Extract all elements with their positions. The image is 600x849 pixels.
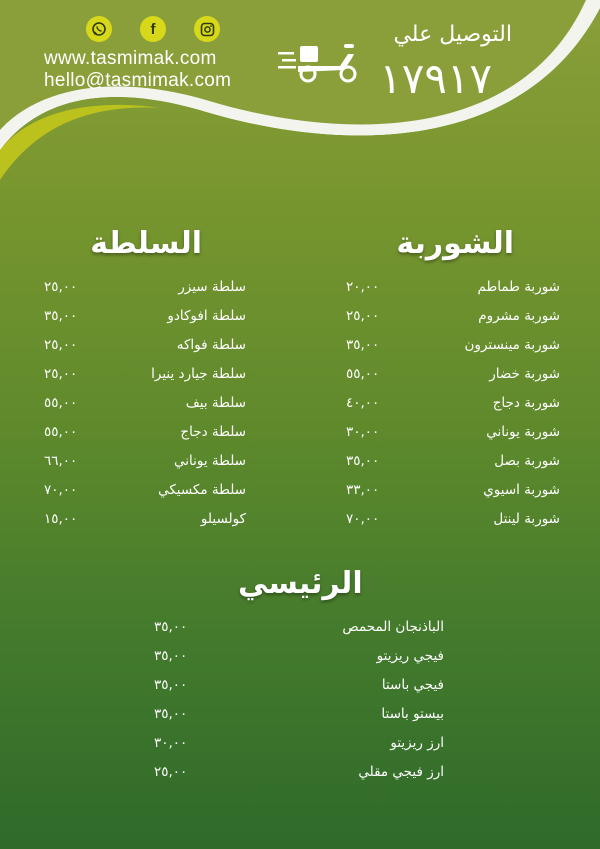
menu-item (346, 482, 560, 511)
item-name: شوربة طماطم (477, 279, 560, 295)
menu-item (44, 279, 246, 308)
item-price: ٧٠,٠٠ (346, 511, 380, 527)
item-name: سلطة سيزر (178, 279, 246, 295)
item-price: ٣٠,٠٠ (154, 735, 188, 751)
item-price: ٥٥,٠٠ (44, 424, 78, 440)
item-price: ٥٥,٠٠ (44, 395, 78, 411)
item-price: ٤٠,٠٠ (346, 395, 380, 411)
item-price: ٢٥,٠٠ (44, 279, 78, 295)
item-name: شوربة يوناني (486, 424, 560, 440)
menu-item (44, 511, 246, 540)
menu-item (154, 677, 444, 706)
item-name: سلطة يوناني (174, 453, 246, 469)
item-name: بيستو باستا (381, 706, 444, 722)
menu-item (346, 366, 560, 395)
item-name: شوربة دجاج (492, 395, 560, 411)
delivery-scooter-icon (278, 38, 370, 84)
facebook-icon[interactable]: f (140, 16, 166, 42)
item-name: شوربة مشروم (478, 308, 560, 324)
email-address[interactable]: hello@tasmimak.com (44, 70, 232, 91)
menu-item (154, 648, 444, 677)
item-name: الباذنجان المحمص (342, 619, 444, 635)
menu-item (346, 395, 560, 424)
item-price: ١٥,٠٠ (44, 511, 78, 527)
item-name: فيجي ريزيتو (376, 648, 444, 664)
item-name: سلطة فواكه (176, 337, 246, 353)
item-name: ارز فيجي مقلي (358, 764, 444, 780)
menu-item (44, 453, 246, 482)
whatsapp-icon[interactable] (86, 16, 112, 42)
item-name: شوربة مينسترون (464, 337, 560, 353)
item-price: ٣٥,٠٠ (346, 453, 380, 469)
menu-item (346, 337, 560, 366)
menu-item (44, 308, 246, 337)
menu-item (44, 482, 246, 511)
item-name: شوربة لينتل (493, 511, 560, 527)
item-price: ٣٥,٠٠ (154, 706, 188, 722)
soup-menu-list (346, 279, 560, 540)
item-name: سلطة جيارد ينيرا (151, 366, 246, 382)
menu-item (154, 764, 444, 793)
item-price: ٣٥,٠٠ (44, 308, 78, 324)
item-name: ارز ريزيتو (390, 735, 444, 751)
social-icons (86, 16, 220, 42)
item-name: شوربة بصل (494, 453, 560, 469)
menu-item (44, 424, 246, 453)
menu-item (346, 308, 560, 337)
main-heading: الرئيسي (238, 566, 363, 601)
instagram-icon[interactable] (194, 16, 220, 42)
item-name: سلطة افوكادو (167, 308, 246, 324)
menu-item (44, 366, 246, 395)
menu-item (44, 395, 246, 424)
item-name: شوربة خضار (489, 366, 560, 382)
salad-menu-list (44, 279, 246, 540)
item-price: ٣٣,٠٠ (346, 482, 380, 498)
item-name: شوربة اسيوي (483, 482, 560, 498)
delivery-phone-number[interactable]: ١٧٩١٧ (379, 54, 492, 103)
item-price: ٣٥,٠٠ (346, 337, 380, 353)
item-price: ٣٠,٠٠ (346, 424, 380, 440)
main-menu-list (154, 619, 444, 793)
item-price: ٣٥,٠٠ (154, 677, 188, 693)
menu-item (346, 424, 560, 453)
item-price: ٥٥,٠٠ (346, 366, 380, 382)
menu-item (154, 619, 444, 648)
delivery-label: التوصيل علي (393, 22, 512, 47)
website-url[interactable]: www.tasmimak.com (44, 48, 217, 69)
menu-item (44, 337, 246, 366)
item-price: ٧٠,٠٠ (44, 482, 78, 498)
item-price: ٣٥,٠٠ (154, 648, 188, 664)
item-name: سلطة مكسيكي (158, 482, 246, 498)
item-name: كولسيلو (200, 511, 246, 527)
item-name: سلطة بيف (185, 395, 246, 411)
menu-item (154, 735, 444, 764)
item-price: ٢٥,٠٠ (346, 308, 380, 324)
menu-item (346, 511, 560, 540)
item-price: ٢٥,٠٠ (44, 366, 78, 382)
soup-heading: الشوربة (396, 226, 514, 261)
item-name: فيجي باستا (381, 677, 444, 693)
salad-heading: السلطة (90, 226, 202, 261)
item-price: ٣٥,٠٠ (154, 619, 188, 635)
item-price: ٦٦,٠٠ (44, 453, 78, 469)
item-price: ٢٠,٠٠ (346, 279, 380, 295)
menu-item (346, 279, 560, 308)
menu-item (154, 706, 444, 735)
item-price: ٢٥,٠٠ (44, 337, 78, 353)
menu-item (346, 453, 560, 482)
item-name: سلطة دجاج (180, 424, 246, 440)
item-price: ٢٥,٠٠ (154, 764, 188, 780)
